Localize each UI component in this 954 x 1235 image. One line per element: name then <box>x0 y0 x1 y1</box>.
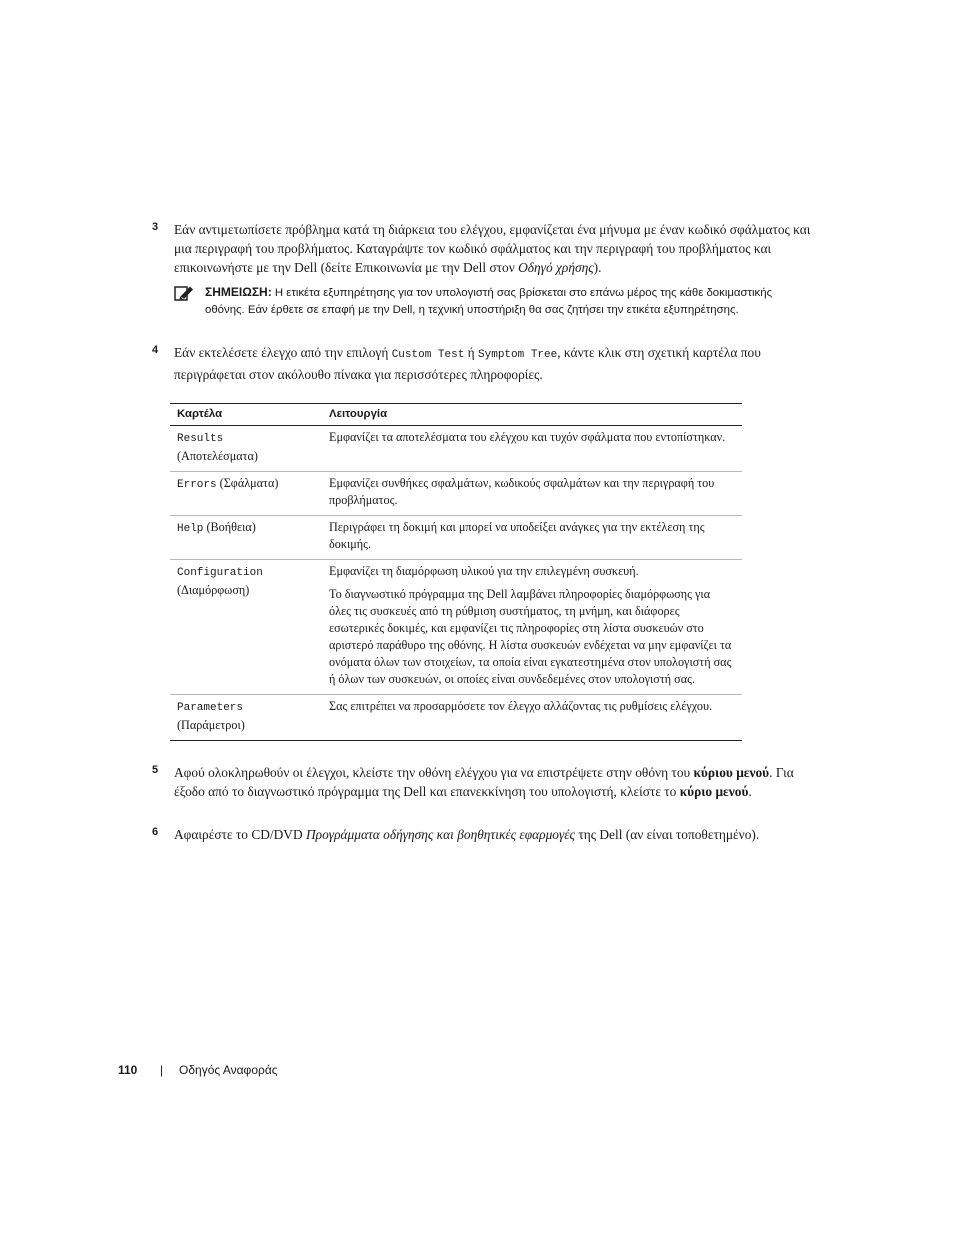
step-number: 4 <box>152 344 159 356</box>
step-number: 3 <box>152 221 159 233</box>
tab-cell: Results (Αποτελέσματα) <box>170 426 322 472</box>
guide-title: Οδηγός Αναφοράς <box>179 1063 278 1077</box>
tabs-table <box>170 403 742 741</box>
tab-cell: Help (Βοήθεια) <box>170 516 322 560</box>
function-cell: Εμφανίζει τα αποτελέσματα του ελέγχου και τυχόν σφάλματα που εντοπίστηκαν. <box>322 426 742 472</box>
page-footer <box>118 1063 278 1077</box>
function-cell: Περιγράφει τη δοκιμή και μπορεί να υποδείξει ανάγκες για την εκτέλεση της δοκιμής. <box>322 516 742 560</box>
step-text: Αφαιρέστε το CD/DVD Προγράμματα οδήγησης και βοηθητικές εφαρμογές της Dell (αν είναι τοποθετημένο). <box>174 827 760 842</box>
table-row <box>170 472 742 516</box>
step-number: 6 <box>152 826 159 838</box>
pencil-note-icon <box>174 285 194 308</box>
code-symptom-tree: Symptom Tree <box>478 349 558 361</box>
table-row <box>170 426 742 472</box>
step-6 <box>152 825 816 844</box>
table-header-row <box>170 404 742 426</box>
note-box <box>174 284 774 319</box>
step-text: Εάν αντιμετωπίσετε πρόβλημα κατά τη διάρκεια του ελέγχου, εμφανίζεται ένα μήνυμα με έναν κωδικό σφάλματος και μια περιγραφή του προβλήματος. Καταγράψτε τον κωδικό σφάλματος και την περιγραφή του προβλήματος και επικοινωνήστε με την Dell (δείτε Επικοινωνία με την Dell στον Οδηγό χρήσης). <box>174 222 811 275</box>
step-3 <box>152 220 816 277</box>
note-text: ΣΗΜΕΙΩΣΗ: Η ετικέτα εξυπηρέτησης για τον υπολογιστή σας βρίσκεται στο επάνω μέρος της κάθε δοκιμαστικής οθόνης. Εάν έρθετε σε επαφή με την Dell, η τεχνική υποστήριξη θα σας ζητήσει την ετικέτα εξυπηρέτησης. <box>205 285 773 316</box>
tab-cell: Configuration (Διαμόρφωση) <box>170 560 322 695</box>
tab-cell: Parameters (Παράμετροι) <box>170 695 322 741</box>
table-row <box>170 695 742 741</box>
table-row <box>170 516 742 560</box>
page-number: 110 <box>118 1063 138 1077</box>
note-label: ΣΗΜΕΙΩΣΗ: <box>205 285 272 299</box>
footer-separator: | <box>160 1063 164 1077</box>
header-tab: Καρτέλα <box>170 404 322 426</box>
step-5 <box>152 763 816 801</box>
step-text: Εάν εκτελέσετε έλεγχο από την επιλογή Custom Test ή Symptom Tree, κάντε κλικ στη σχετική καρτέλα που περιγράφεται στον ακόλουθο πίνακα για περισσότερες πληροφορίες. <box>174 345 761 382</box>
function-cell: Εμφανίζει συνθήκες σφαλμάτων, κωδικούς σφαλμάτων και την περιγραφή του προβλήματος. <box>322 472 742 516</box>
function-cell: Εμφανίζει τη διαμόρφωση υλικού για την επιλεγμένη συσκευή. Το διαγνωστικό πρόγραμμα της Dell λαμβάνει πληροφορίες διαμόρφωσης για όλες τις συσκευές από τη ρύθμιση συστήματος, τη μνήμη, και διάφορες εσωτερικές δοκιμές, και εμφανίζει τις πληροφορίες στη λίστα συσκευών στο αριστερό παράθυρο της οθόνης. Η λίστα συσκευών ενδέχεται να μην εμφανίζει τα ονόματα όλων των στοιχείων, τα οποία είναι εγκατεστημένα στον υπολογιστή σας ή όλων των συσκευών, οι οποίες είναι συνδεδεμένες στον υπολογιστή σας. <box>322 560 742 695</box>
tab-cell: Errors (Σφάλματα) <box>170 472 322 516</box>
code-custom-test: Custom Test <box>391 349 465 361</box>
step-4 <box>152 343 816 384</box>
function-cell: Σας επιτρέπει να προσαρμόσετε τον έλεγχο αλλάζοντας τις ρυθμίσεις ελέγχου. <box>322 695 742 741</box>
table-row <box>170 560 742 695</box>
step-number: 5 <box>152 764 159 776</box>
step-text: Αφού ολοκληρωθούν οι έλεγχοι, κλείστε την οθόνη ελέγχου για να επιστρέψετε στην οθόνη του κύριου μενού. Για έξοδο από το διαγνωστικό πρόγραμμα της Dell και επανεκκίνηση του υπολογιστή, κλείστε το κύριο μενού. <box>174 765 794 799</box>
header-function: Λειτουργία <box>322 404 742 426</box>
